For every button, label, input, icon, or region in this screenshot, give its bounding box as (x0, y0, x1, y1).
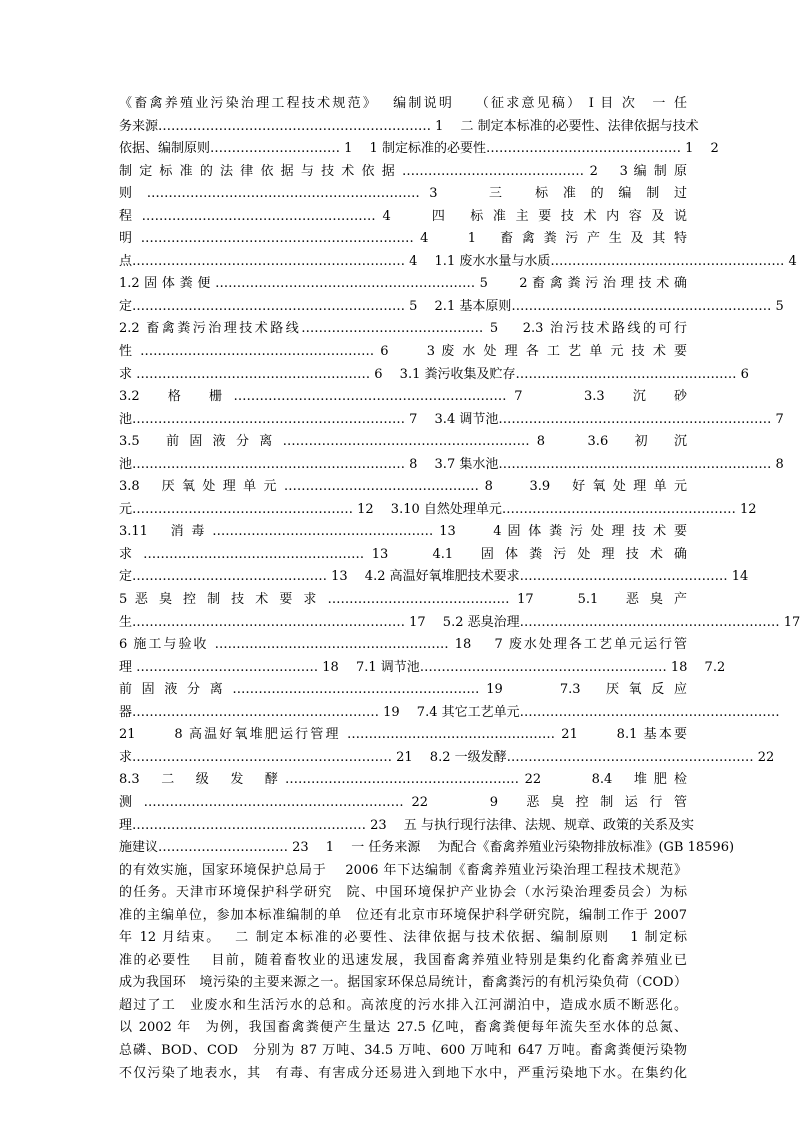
text-line: 总磷、BOD、COD 分别为 87 万吨、34.5 万吨、600 万吨和 647 万吨。畜禽粪便污染物 (119, 1042, 687, 1058)
text-line: 务来源……………………………………………………… 1 二 制定本标准的必要性、法律依据与技术 (119, 118, 699, 134)
text-line: 元…………………………………………… 12 3.10 自然处理单元……………………………………………… 12 (119, 501, 757, 517)
text-line: 21 8 高温好氧堆肥运行管理 ………………………………………… 21 8.1 基本要 (119, 727, 687, 743)
text-line: 3.8 厌 氧 处 理 单 元 ……………………………………… 8 3.9 好 氧 处 理 单 元 (119, 479, 687, 495)
text-line: 池……………………………………………………… 8 3.7 集水池……………………………………………………… 8 (119, 456, 784, 472)
text-line: 3.5 前 固 液 分 离 ………………………………………………… 8 3.6 初 沉 (119, 434, 687, 450)
text-line: 8.3 二 级 发 酵 ……………………………………………… 22 8.4 堆 肥 检 (119, 772, 687, 788)
text-line: 以 2002 年 为例，我国畜禽粪便产生量达 27.5 亿吨，畜禽粪便每年流失至水体的总氮、 (119, 1020, 687, 1036)
text-line: 定……………………………………… 13 4.2 高温好氧堆肥技术要求………………………………………… 14 (119, 569, 749, 585)
text-line: 6 施工与验收 ……………………………………………… 18 7 废水处理各工艺单元运行管 (119, 637, 687, 653)
text-line: 理……………………………………………… 23 五 与执行现行法律、法规、规章、政策的关系及实 (119, 817, 694, 833)
text-line: 超过了工 业废水和生活污水的总和。高浓度的污水排入江河湖泊中，造成水质不断恶化。 (119, 997, 687, 1013)
text-line: 2.2 畜禽粪污治理技术路线…………………………………… 5 2.3 治污技术路线的可行 (119, 321, 687, 337)
document-page (119, 93, 800, 1085)
text-line: 准的主编单位，参加本标准编制的单 位还有北京市环境保护科学研究院，编制工作于 2007 (119, 907, 687, 923)
text-line: 不仅污染了地表水，其 有毒、有害成分还易进入到地下水中，严重污染地下水。在集约化 (119, 1065, 687, 1081)
text-line: 成为我国环 境污染的主要来源之一。据国家环保总局统计，畜禽粪污的有机污染负荷（COD） (119, 975, 687, 991)
text-line: 依据、编制原则………………………… 1 1 制定标准的必要性……………………………………… 1 2 (119, 141, 719, 157)
text-line: 定……………………………………………………… 5 2.1 基本原则…………………………………………………… 5 (119, 298, 784, 314)
text-line: 《畜禽养殖业污染治理工程技术规范》 编制说明 （征求意见稿） I 目 次 一 任 (119, 96, 687, 111)
text-line: 求…………………………………………………… 21 8.2 一级发酵………………………………………………… 22 (119, 749, 775, 765)
text-line: 理 …………………………………… 18 7.1 调节池………………………………………………… 18 7.2 (119, 659, 726, 675)
text-line: 池……………………………………………………… 7 3.4 调节池……………………………………………………… 7 (119, 411, 784, 427)
text-line: 程 ……………………………………………… 4 四 标 准 主 要 技 术 内 容 及 说 (119, 208, 687, 224)
text-line: 则 ……………………………………………………… 3 三 标 准 的 编 制 过 (119, 186, 687, 202)
text-line: 点……………………………………………………… 4 1.1 废水水量与水质……………………………………………… 4 (119, 253, 797, 269)
text-line: 求 …………………………………………… 13 4.1 固 体 粪 污 处 理 技 术 确 (119, 546, 687, 562)
text-line: 准的必要性 目前，随着畜牧业的迅速发展，我国畜禽养殖业特别是集约化畜禽养殖业已 (119, 952, 687, 968)
text-line: 年 12 月结束。 二 制定本标准的必要性、法律依据与技术依据、编制原则 1 制定标 (119, 930, 687, 946)
text-line: 1.2 固 体 粪 便 …………………………………………………… 5 2 畜 禽 粪 污 治 理 技 术 确 (119, 276, 687, 292)
text-line: 明 ……………………………………………………… 4 1 畜 禽 粪 污 产 生 及 其 特 (119, 231, 687, 247)
text-line: 制 定 标 准 的 法 律 依 据 与 技 术 依 据 …………………………………… 2 3 编 制 原 (119, 163, 687, 179)
text-line: 测 …………………………………………………… 22 9 恶 臭 控 制 运 行 管 (119, 794, 687, 810)
text-line: 施建议………………………… 23 1 一 任务来源 为配合《畜禽养殖业污染物排放标准》(GB 18596) (119, 840, 735, 856)
text-line: 5 恶 臭 控 制 技 术 要 求 …………………………………… 17 5.1 恶 臭 产 (119, 592, 687, 608)
text-line: 的有效实施，国家环境保护总局于 2006 年下达编制《畜禽养殖业污染治理工程技术规范》 (119, 862, 687, 878)
text-line: 的任务。天津市环境保护科学研究 院、中国环境保护产业协会（水污染治理委员会）为标 (119, 885, 687, 901)
text-line: 3.2 格 栅 ……………………………………………………… 7 3.3 沉 砂 (119, 389, 687, 405)
text-line: 器………………………………………………… 19 7.4 其它工艺单元…………………………………………………… (119, 704, 780, 720)
text-line: 3.11 消 毒 …………………………………………… 13 4 固 体 粪 污 处 理 技 术 要 (119, 524, 687, 540)
text-line: 生……………………………………………………… 17 5.2 恶臭治理…………………………………………………… 17 (119, 614, 800, 630)
text-line: 前 固 液 分 离 ………………………………………………… 19 7.3 厌 氧 反 应 (119, 682, 687, 698)
text-line: 求 ……………………………………………… 6 3.1 粪污收集及贮存…………………………………………… 6 (119, 366, 749, 382)
text-line: 性 ……………………………………………… 6 3 废 水 处 理 各 工 艺 单 元 技 术 要 (119, 344, 687, 360)
